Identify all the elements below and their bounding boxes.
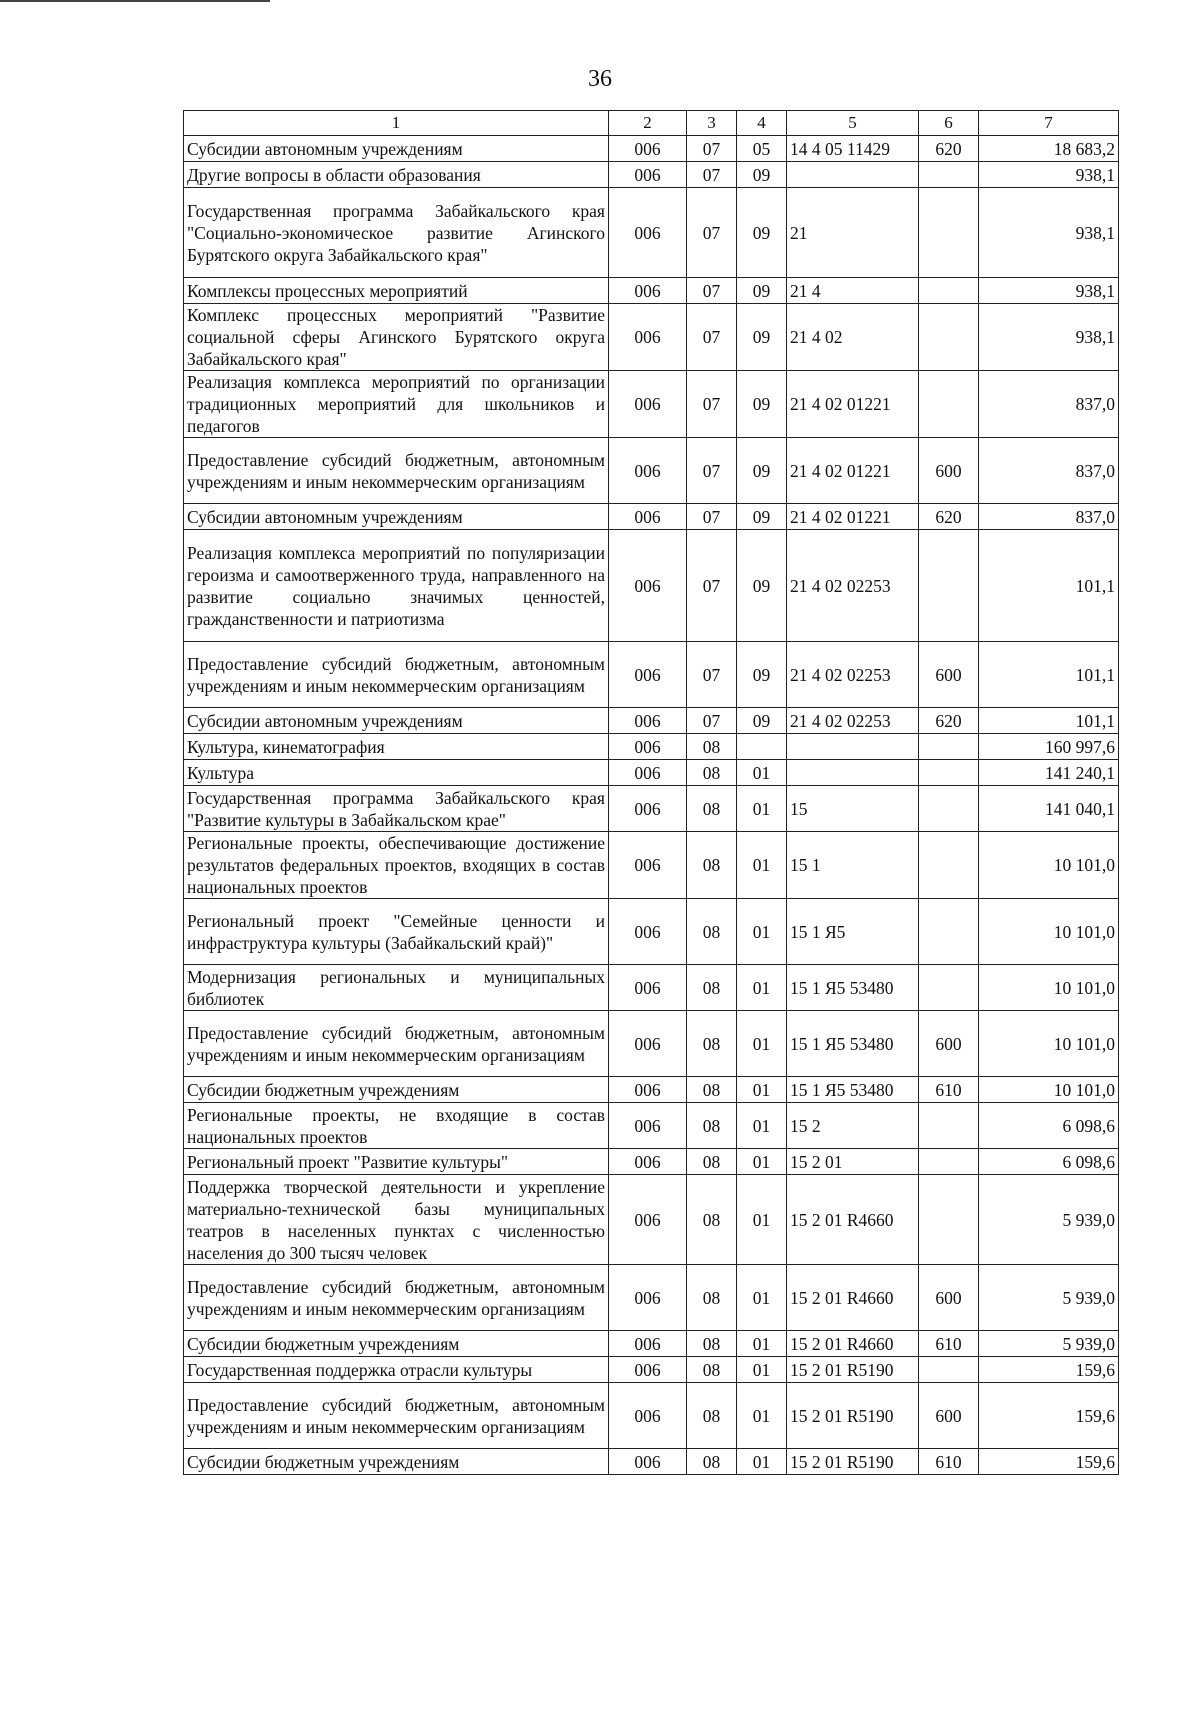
expense-type-cell: 620 — [919, 504, 979, 530]
table-row — [184, 1331, 1119, 1357]
name-cell: Государственная поддержка отрасли культуры — [184, 1357, 609, 1383]
target-article-cell: 15 1 Я5 53480 — [787, 1011, 919, 1077]
section-cell: 07 — [687, 188, 737, 278]
name-cell: Субсидии бюджетным учреждениям — [184, 1331, 609, 1357]
budget-table — [183, 110, 1119, 1475]
subsection-cell: 01 — [737, 1011, 787, 1077]
expense-type-cell: 600 — [919, 1383, 979, 1449]
name-cell: Культура — [184, 760, 609, 786]
subsection-cell: 01 — [737, 899, 787, 965]
subsection-cell: 09 — [737, 278, 787, 304]
expense-type-cell — [919, 965, 979, 1011]
name-cell: Культура, кинематография — [184, 734, 609, 760]
table-row — [184, 1077, 1119, 1103]
subsection-cell: 09 — [737, 188, 787, 278]
table-row — [184, 899, 1119, 965]
section-cell: 07 — [687, 136, 737, 162]
target-article-cell: 15 1 Я5 — [787, 899, 919, 965]
table-row — [184, 734, 1119, 760]
chapter-cell: 006 — [609, 504, 687, 530]
amount-cell: 5 939,0 — [979, 1331, 1119, 1357]
section-cell: 07 — [687, 708, 737, 734]
amount-cell: 10 101,0 — [979, 1011, 1119, 1077]
chapter-cell: 006 — [609, 1449, 687, 1475]
chapter-cell: 006 — [609, 1383, 687, 1449]
amount-cell: 141 240,1 — [979, 760, 1119, 786]
expense-type-cell: 610 — [919, 1331, 979, 1357]
name-cell: Реализация комплекса мероприятий по популяризации героизма и самоотверженного труда, направленного на развитие социально значимых ценностей, гражданственности и патриотизма — [184, 530, 609, 642]
section-cell: 08 — [687, 1331, 737, 1357]
table-row — [184, 1449, 1119, 1475]
expense-type-cell — [919, 760, 979, 786]
chapter-cell: 006 — [609, 832, 687, 899]
name-cell: Предоставление субсидий бюджетным, автономным учреждениям и иным некоммерческим организациям — [184, 438, 609, 504]
section-cell: 07 — [687, 504, 737, 530]
chapter-cell: 006 — [609, 708, 687, 734]
target-article-cell: 21 4 02 02253 — [787, 530, 919, 642]
subsection-cell — [737, 734, 787, 760]
table-row — [184, 642, 1119, 708]
expense-type-cell — [919, 304, 979, 371]
table-row — [184, 1011, 1119, 1077]
section-cell: 08 — [687, 734, 737, 760]
target-article-cell: 15 2 01 R4660 — [787, 1175, 919, 1265]
target-article-cell: 15 2 01 R5190 — [787, 1357, 919, 1383]
expense-type-cell — [919, 278, 979, 304]
subsection-cell: 01 — [737, 965, 787, 1011]
name-cell: Комплекс процессных мероприятий "Развитие социальной сферы Агинского Бурятского округа Забайкальского края" — [184, 304, 609, 371]
subsection-cell: 09 — [737, 371, 787, 438]
target-article-cell: 15 2 01 R4660 — [787, 1265, 919, 1331]
table-row — [184, 1103, 1119, 1149]
chapter-cell: 006 — [609, 371, 687, 438]
target-article-cell: 15 2 01 — [787, 1149, 919, 1175]
table-row — [184, 786, 1119, 832]
target-article-cell: 21 4 02 01221 — [787, 504, 919, 530]
section-cell: 08 — [687, 1077, 737, 1103]
amount-cell: 938,1 — [979, 162, 1119, 188]
chapter-cell: 006 — [609, 899, 687, 965]
subsection-cell: 09 — [737, 708, 787, 734]
section-cell: 08 — [687, 1357, 737, 1383]
expense-type-cell — [919, 1357, 979, 1383]
section-cell: 08 — [687, 1383, 737, 1449]
target-article-cell — [787, 162, 919, 188]
name-cell: Другие вопросы в области образования — [184, 162, 609, 188]
expense-type-cell — [919, 530, 979, 642]
table-row — [184, 278, 1119, 304]
name-cell: Субсидии бюджетным учреждениям — [184, 1449, 609, 1475]
section-cell: 07 — [687, 278, 737, 304]
subsection-cell: 09 — [737, 642, 787, 708]
target-article-cell: 21 4 02 02253 — [787, 708, 919, 734]
section-cell: 08 — [687, 1265, 737, 1331]
chapter-cell: 006 — [609, 1011, 687, 1077]
subsection-cell: 05 — [737, 136, 787, 162]
expense-type-cell: 600 — [919, 1265, 979, 1331]
amount-cell: 101,1 — [979, 642, 1119, 708]
header-col-2: 2 — [609, 111, 687, 136]
target-article-cell: 15 2 01 R5190 — [787, 1449, 919, 1475]
name-cell: Субсидии автономным учреждениям — [184, 504, 609, 530]
section-cell: 07 — [687, 642, 737, 708]
subsection-cell: 01 — [737, 1175, 787, 1265]
table-row — [184, 304, 1119, 371]
target-article-cell: 15 2 — [787, 1103, 919, 1149]
name-cell: Региональные проекты, не входящие в состав национальных проектов — [184, 1103, 609, 1149]
expense-type-cell — [919, 734, 979, 760]
amount-cell: 10 101,0 — [979, 1077, 1119, 1103]
name-cell: Региональные проекты, обеспечивающие достижение результатов федеральных проектов, входящих в состав национальных проектов — [184, 832, 609, 899]
table-row — [184, 188, 1119, 278]
target-article-cell: 21 4 02 01221 — [787, 438, 919, 504]
target-article-cell: 14 4 05 11429 — [787, 136, 919, 162]
section-cell: 07 — [687, 371, 737, 438]
subsection-cell: 01 — [737, 1331, 787, 1357]
subsection-cell: 01 — [737, 1077, 787, 1103]
table-row — [184, 1383, 1119, 1449]
target-article-cell: 21 — [787, 188, 919, 278]
section-cell: 07 — [687, 438, 737, 504]
section-cell: 07 — [687, 304, 737, 371]
table-row — [184, 760, 1119, 786]
table-row — [184, 1357, 1119, 1383]
amount-cell: 159,6 — [979, 1383, 1119, 1449]
page-number: 36 — [588, 66, 612, 92]
table-header-row — [184, 111, 1119, 136]
amount-cell: 837,0 — [979, 371, 1119, 438]
section-cell: 08 — [687, 1103, 737, 1149]
chapter-cell: 006 — [609, 136, 687, 162]
chapter-cell: 006 — [609, 642, 687, 708]
target-article-cell: 15 1 Я5 53480 — [787, 1077, 919, 1103]
expense-type-cell: 610 — [919, 1077, 979, 1103]
section-cell: 08 — [687, 760, 737, 786]
expense-type-cell — [919, 1149, 979, 1175]
target-article-cell: 21 4 — [787, 278, 919, 304]
subsection-cell: 09 — [737, 530, 787, 642]
table-row — [184, 1175, 1119, 1265]
expense-type-cell: 620 — [919, 136, 979, 162]
table-row — [184, 371, 1119, 438]
amount-cell: 159,6 — [979, 1357, 1119, 1383]
table-row — [184, 504, 1119, 530]
name-cell: Реализация комплекса мероприятий по организации традиционных мероприятий для школьников и педагогов — [184, 371, 609, 438]
target-article-cell — [787, 734, 919, 760]
amount-cell: 837,0 — [979, 504, 1119, 530]
chapter-cell: 006 — [609, 1149, 687, 1175]
table-row — [184, 162, 1119, 188]
amount-cell: 6 098,6 — [979, 1149, 1119, 1175]
amount-cell: 10 101,0 — [979, 899, 1119, 965]
chapter-cell: 006 — [609, 162, 687, 188]
amount-cell: 10 101,0 — [979, 832, 1119, 899]
header-col-3: 3 — [687, 111, 737, 136]
target-article-cell: 15 1 — [787, 832, 919, 899]
subsection-cell: 01 — [737, 786, 787, 832]
header-col-5: 5 — [787, 111, 919, 136]
chapter-cell: 006 — [609, 760, 687, 786]
table-row — [184, 1265, 1119, 1331]
amount-cell: 5 939,0 — [979, 1265, 1119, 1331]
table-row — [184, 708, 1119, 734]
chapter-cell: 006 — [609, 278, 687, 304]
chapter-cell: 006 — [609, 530, 687, 642]
name-cell: Государственная программа Забайкальского края "Социально-экономическое развитие Агинского Бурятского округа Забайкальского края" — [184, 188, 609, 278]
subsection-cell: 01 — [737, 1449, 787, 1475]
section-cell: 08 — [687, 832, 737, 899]
name-cell: Предоставление субсидий бюджетным, автономным учреждениям и иным некоммерческим организациям — [184, 642, 609, 708]
amount-cell: 101,1 — [979, 530, 1119, 642]
subsection-cell: 01 — [737, 1103, 787, 1149]
table-row — [184, 136, 1119, 162]
name-cell: Государственная программа Забайкальского края "Развитие культуры в Забайкальском крае" — [184, 786, 609, 832]
section-cell: 07 — [687, 530, 737, 642]
target-article-cell: 15 2 01 R4660 — [787, 1331, 919, 1357]
table-row — [184, 530, 1119, 642]
scan-edge-line — [0, 0, 270, 2]
expense-type-cell — [919, 162, 979, 188]
target-article-cell: 15 1 Я5 53480 — [787, 965, 919, 1011]
amount-cell: 159,6 — [979, 1449, 1119, 1475]
name-cell: Поддержка творческой деятельности и укрепление материально-технической базы муниципальных театров в населенных пунктах с численностью населения до 300 тысяч человек — [184, 1175, 609, 1265]
section-cell: 08 — [687, 1175, 737, 1265]
subsection-cell: 09 — [737, 504, 787, 530]
header-col-6: 6 — [919, 111, 979, 136]
amount-cell: 160 997,6 — [979, 734, 1119, 760]
name-cell: Региональный проект "Семейные ценности и инфраструктура культуры (Забайкальский край)" — [184, 899, 609, 965]
expense-type-cell — [919, 371, 979, 438]
section-cell: 08 — [687, 1449, 737, 1475]
section-cell: 08 — [687, 786, 737, 832]
name-cell: Субсидии автономным учреждениям — [184, 136, 609, 162]
name-cell: Комплексы процессных мероприятий — [184, 278, 609, 304]
amount-cell: 938,1 — [979, 304, 1119, 371]
chapter-cell: 006 — [609, 734, 687, 760]
subsection-cell: 01 — [737, 760, 787, 786]
amount-cell: 938,1 — [979, 188, 1119, 278]
amount-cell: 141 040,1 — [979, 786, 1119, 832]
amount-cell: 5 939,0 — [979, 1175, 1119, 1265]
section-cell: 08 — [687, 965, 737, 1011]
header-col-1: 1 — [184, 111, 609, 136]
expense-type-cell: 600 — [919, 438, 979, 504]
amount-cell: 10 101,0 — [979, 965, 1119, 1011]
amount-cell: 938,1 — [979, 278, 1119, 304]
chapter-cell: 006 — [609, 1103, 687, 1149]
expense-type-cell — [919, 832, 979, 899]
table-row — [184, 832, 1119, 899]
name-cell: Предоставление субсидий бюджетным, автономным учреждениям и иным некоммерческим организациям — [184, 1011, 609, 1077]
expense-type-cell: 600 — [919, 642, 979, 708]
name-cell: Предоставление субсидий бюджетным, автономным учреждениям и иным некоммерческим организациям — [184, 1383, 609, 1449]
header-col-7: 7 — [979, 111, 1119, 136]
amount-cell: 6 098,6 — [979, 1103, 1119, 1149]
expense-type-cell — [919, 188, 979, 278]
subsection-cell: 09 — [737, 304, 787, 371]
chapter-cell: 006 — [609, 1331, 687, 1357]
chapter-cell: 006 — [609, 188, 687, 278]
amount-cell: 837,0 — [979, 438, 1119, 504]
header-col-4: 4 — [737, 111, 787, 136]
name-cell: Предоставление субсидий бюджетным, автономным учреждениям и иным некоммерческим организациям — [184, 1265, 609, 1331]
subsection-cell: 01 — [737, 1149, 787, 1175]
section-cell: 08 — [687, 899, 737, 965]
expense-type-cell: 620 — [919, 708, 979, 734]
subsection-cell: 01 — [737, 832, 787, 899]
table-row — [184, 965, 1119, 1011]
target-article-cell: 21 4 02 — [787, 304, 919, 371]
chapter-cell: 006 — [609, 304, 687, 371]
table-row — [184, 438, 1119, 504]
expense-type-cell: 600 — [919, 1011, 979, 1077]
subsection-cell: 09 — [737, 162, 787, 188]
subsection-cell: 01 — [737, 1265, 787, 1331]
chapter-cell: 006 — [609, 786, 687, 832]
table-body — [184, 136, 1119, 1475]
chapter-cell: 006 — [609, 1357, 687, 1383]
target-article-cell: 21 4 02 02253 — [787, 642, 919, 708]
table-row — [184, 1149, 1119, 1175]
expense-type-cell: 610 — [919, 1449, 979, 1475]
name-cell: Субсидии бюджетным учреждениям — [184, 1077, 609, 1103]
section-cell: 07 — [687, 162, 737, 188]
section-cell: 08 — [687, 1011, 737, 1077]
name-cell: Субсидии автономным учреждениям — [184, 708, 609, 734]
chapter-cell: 006 — [609, 1077, 687, 1103]
target-article-cell: 15 — [787, 786, 919, 832]
subsection-cell: 09 — [737, 438, 787, 504]
chapter-cell: 006 — [609, 438, 687, 504]
expense-type-cell — [919, 1175, 979, 1265]
name-cell: Региональный проект "Развитие культуры" — [184, 1149, 609, 1175]
chapter-cell: 006 — [609, 965, 687, 1011]
subsection-cell: 01 — [737, 1383, 787, 1449]
expense-type-cell — [919, 786, 979, 832]
section-cell: 08 — [687, 1149, 737, 1175]
subsection-cell: 01 — [737, 1357, 787, 1383]
amount-cell: 101,1 — [979, 708, 1119, 734]
expense-type-cell — [919, 1103, 979, 1149]
chapter-cell: 006 — [609, 1265, 687, 1331]
name-cell: Модернизация региональных и муниципальных библиотек — [184, 965, 609, 1011]
chapter-cell: 006 — [609, 1175, 687, 1265]
target-article-cell: 15 2 01 R5190 — [787, 1383, 919, 1449]
expense-type-cell — [919, 899, 979, 965]
target-article-cell: 21 4 02 01221 — [787, 371, 919, 438]
target-article-cell — [787, 760, 919, 786]
amount-cell: 18 683,2 — [979, 136, 1119, 162]
